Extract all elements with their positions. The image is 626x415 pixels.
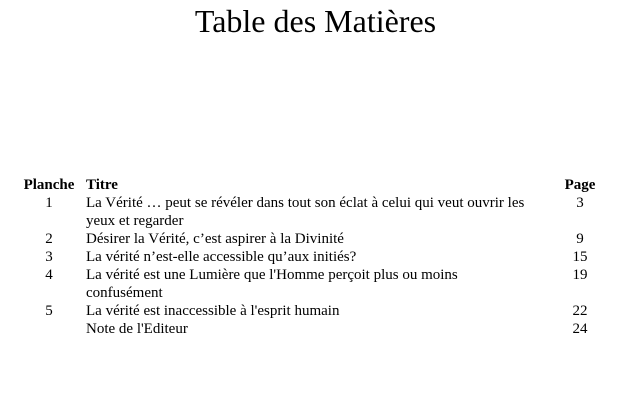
entry-title: Désirer la Vérité, c’est aspirer à la Divinité (86, 231, 344, 247)
table-row (14, 230, 604, 248)
entry-title: Note de l'Editeur (86, 321, 188, 337)
column-header-planche: Planche (23, 177, 75, 193)
entry-title: La vérité est une Lumière que l'Homme perçoit plus ou moins confusément (86, 267, 458, 301)
page-number: 19 (572, 267, 588, 283)
planche-number: 3 (45, 249, 53, 265)
table-row (14, 248, 604, 266)
planche-number: 1 (45, 195, 53, 211)
column-header-titre: Titre (86, 177, 118, 193)
planche-number: 2 (45, 231, 53, 247)
table-header-row (14, 176, 604, 194)
table-of-contents (14, 176, 604, 338)
entry-title: La Vérité … peut se révéler dans tout son éclat à celui qui veut ouvrir les yeux et regarder (86, 195, 525, 229)
planche-number: 4 (45, 267, 53, 283)
table-row (14, 266, 604, 302)
table-row (14, 194, 604, 230)
entry-title: La vérité n’est-elle accessible qu’aux initiés? (86, 249, 357, 265)
column-header-page: Page (564, 177, 596, 193)
page-number: 9 (576, 231, 584, 247)
planche-number: 5 (45, 303, 53, 319)
page-number: 24 (572, 321, 588, 337)
page-title: Table des Matières (194, 3, 437, 39)
planche-number (14, 320, 84, 338)
page-number: 3 (576, 195, 584, 211)
table-row (14, 302, 604, 320)
page-number: 15 (572, 249, 588, 265)
table-row (14, 320, 604, 338)
page-number: 22 (572, 303, 588, 319)
entry-title: La vérité est inaccessible à l'esprit humain (86, 303, 340, 319)
